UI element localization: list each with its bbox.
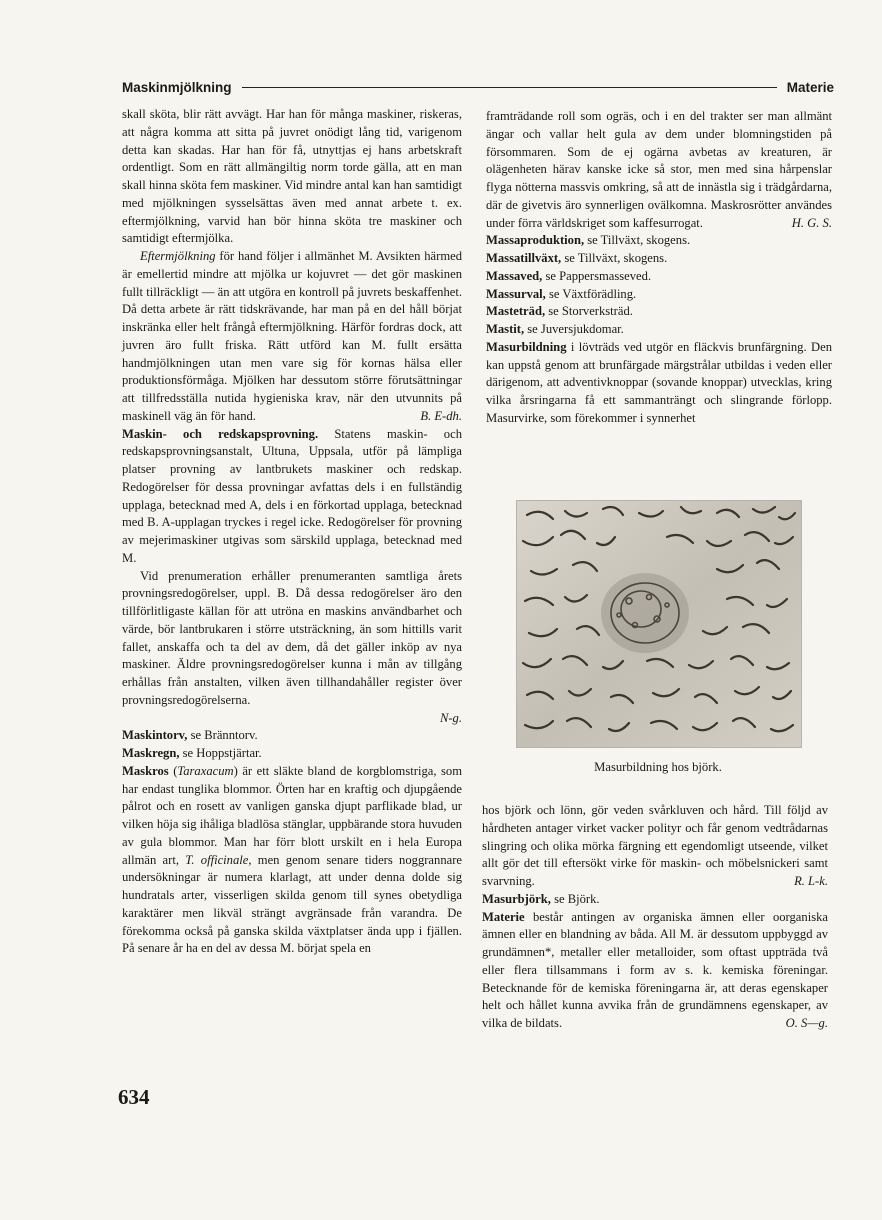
page-number: 634 [118, 1085, 150, 1109]
paragraph: Eftermjölkning för hand följer i allmänhet M. Avsikten härmed är emellertid mindre att mjölka ur kojuvret — det gör maskinen fullt tillräckligt — än att utgöra en kontroll på juvrets beskaffenhet. Då detta arbete är rätt tidskrävande, har man på en del håll börjat inskränka eller helt frångå eftermjölkning. Härför fordras dock, att juvren äro fullt friska. Rätt utförd kan M. fullt ersätta handmjölkningen utan men vare sig för kornas hälsa eller produktionsförmåga. Mjölken har dessutom större förutsättningar att tillfredsställa nutida hygieniska krav, när den utvunnits på maskinell väg än för hand. B. E-dh. [122, 248, 462, 426]
wood-grain-illustration [517, 501, 801, 747]
entry: Maskros (Taraxacum) är ett släkte bland de korgblomstriga, som har endast tunglika blommor. Örten har en kraftig och djupgående pålrot och en rosett av vanligen ganska djupt parflikade blad, ur vilken höja sig ihåliga bladlösa stänglar, uppbärande stora huvuden av gula blommor. Man har förr blott urskilt en i hela Europa allmän art, T. officinale, men genom senare tiders noggrannare undersökningar är numera klarlagt, att under denna dolde sig hundratals arter, visserligen skilda genom till synes obetydliga karaktärer men likväl strängt avgränsade från varandra. De förekomma också på ganska skilda växtplatser ända upp i fjällen. På senare år ha en del av dessa M. börjat spela en [122, 763, 463, 956]
entry: Masurbildning i lövträds ved utgör en fläckvis brunfärgning. Den kan uppstå genom att brunfärgade märgstrålar utbildas i veden eller därigenom, att adventivknoppar (sovande knoppar) utvecklas, kring vilka årsringarna få ett sammanträngt och slingrande förlopp. Masurvirke, som förekommer i synnerhet [486, 339, 832, 425]
entry: Maskin- och redskapsprovning. Statens maskin- och redskapsprovningsanstalt, Ultuna, Uppsala, utför på lämpliga platser provning av lantbrukets maskiner och redskap. Redogörelser för dessa provningar avfattas dels i en fullständig upplaga, betecknad med A, dels i en förkortad upplaga, betecknad med B. A-upplagan tryckes i regel icke. Redogörelser för provning av mejerimaskiner utgivas som särskild upplaga, betecknad med M. [122, 426, 462, 565]
entry-headword: Massaved, [486, 268, 543, 283]
entry-headword: Massaproduktion, [486, 233, 585, 248]
entry: Maskintorv, se Bränntorv. [122, 728, 258, 743]
header-rule [242, 87, 777, 88]
author-signature: H. G. S. [791, 215, 832, 230]
left-column [122, 106, 462, 958]
entry: Maskregn, se Hoppstjärtar. [122, 746, 262, 760]
right-column-top [486, 108, 832, 428]
right-column-bottom [482, 802, 828, 1033]
entry: Massaved, se Pappersmasseved. [486, 268, 652, 283]
paragraph: framträdande roll som ogräs, och i en del trakter ser man allmänt ängar och vallar helt gula av dem under blomningstiden på försommaren. Som de ej ogärna avbetas av kreaturen, är olägenheten härav kanske icke så stor, men med sina hårpenslar flyga nötterna massvis omkring, så att de innästla sig i trädgårdarna, där de givetvis äro synnerligen ovälkomna. Maskrosrötter användes under förra världskriget som kaffesurrogat. H. G. S. [486, 108, 832, 232]
entry: Mastit, se Juversjukdomar. [486, 322, 624, 336]
author-signature: R. L-k. [794, 874, 828, 888]
author-signature: N-g. [439, 710, 462, 725]
entry-headword: Maskregn, [122, 746, 180, 760]
paragraph: hos björk och lönn, gör veden svårkluven och hård. Till följd av hårdheten antager virket vacker polityr och får genom vedtrådarnas slingring och olika mörka färgning ett egendomligt utseende, vilket allt gör det till eftersökt virke för maskin- och möbelsnickeri samt svarvning. R. L-k. [482, 802, 828, 891]
entry: Massaproduktion, se Tillväxt, skogens. [486, 233, 691, 248]
entry: Massatillväxt, se Tillväxt, skogens. [486, 251, 668, 265]
entry-headword: Massurval, [486, 286, 546, 301]
header-right-title: Materie [786, 79, 834, 95]
entry: Materie består antingen av organiska ämnen eller oorganiska ämnen eller en blandning av båda. All M. är dessutom uppbyggd av grundämnen*, metaller eller metalloider, som oftast uppträda två eller flera tillsammans i form av s. k. kemiska föreningar. Betecknande för de kemiska föreningarna är, att deras egenskaper helt och hållet kunna avvika från de grundämnens egenskaper, av vilka de bildats. O. S—g. [482, 909, 828, 1033]
author-signature: B. E-dh. [420, 408, 462, 423]
entry-headword: Masurbjörk, [482, 891, 551, 906]
entry-headword: Mastit, [486, 322, 525, 336]
entry-headword: Materie [482, 909, 525, 924]
entry: Massurval, se Växtförädling. [486, 286, 637, 301]
entry: Masteträd, se Storverksträd. [486, 304, 633, 319]
entry-headword: Massatillväxt, [486, 251, 562, 265]
masur-wood-photo [516, 500, 802, 748]
figure-caption: Masurbildning hos björk. [594, 760, 722, 774]
author-signature: O. S—g. [785, 1016, 828, 1030]
running-header [122, 77, 834, 97]
latin-name: Taraxacum [177, 763, 234, 778]
emphasis: Eftermjölkning [140, 249, 216, 263]
paragraph: Vid prenumeration erhåller prenumeranten samtliga årets provningsredogörelser, uppl. B. Då dessa redogörelser äro den tillförlitligaste källan för att utröna en maskins användbarhet och värde, bör lantbrukaren i större utsträckning, än som hittills varit fallet, anskaffa och ta del av dem, då det gäller inköp av nya maskiner. Äldre provningsredogörelser kunna i mån av tillgång erhållas från anstalten, vilken även tillhandahåller register över provningsredogörelserna. [122, 568, 462, 707]
entry-headword: Maskin- och redskapsprovning. [122, 426, 319, 441]
entry-headword: Maskintorv, [122, 728, 188, 743]
latin-name: T. officinale [185, 852, 249, 867]
header-left-title: Maskinmjölkning [122, 79, 232, 95]
entry-headword: Masurbildning [486, 339, 567, 354]
entry-headword: Maskros [122, 763, 169, 778]
entry: Masurbjörk, se Björk. [482, 891, 600, 906]
entry-headword: Masteträd, [486, 304, 546, 319]
paragraph: skall sköta, blir rätt avvägt. Har han för många maskiner, riskeras, att några komma att sitta på juvret onödigt lång tid, varigenom detta kan skadas. Har han för få, utnyttjas ej hans arbetskraft ordentligt. Som en rätt allmängiltig norm torde gälla, att en man skall hinna sköta fem maskiner. Vid mindre antal kan han samtidigt med mjölkningen sysselsättas även med annat arbete t. ex. eftermjölkning, varvid han bör hinna sköta tre maskiner och samtidigt eftermjölka. [122, 107, 462, 246]
